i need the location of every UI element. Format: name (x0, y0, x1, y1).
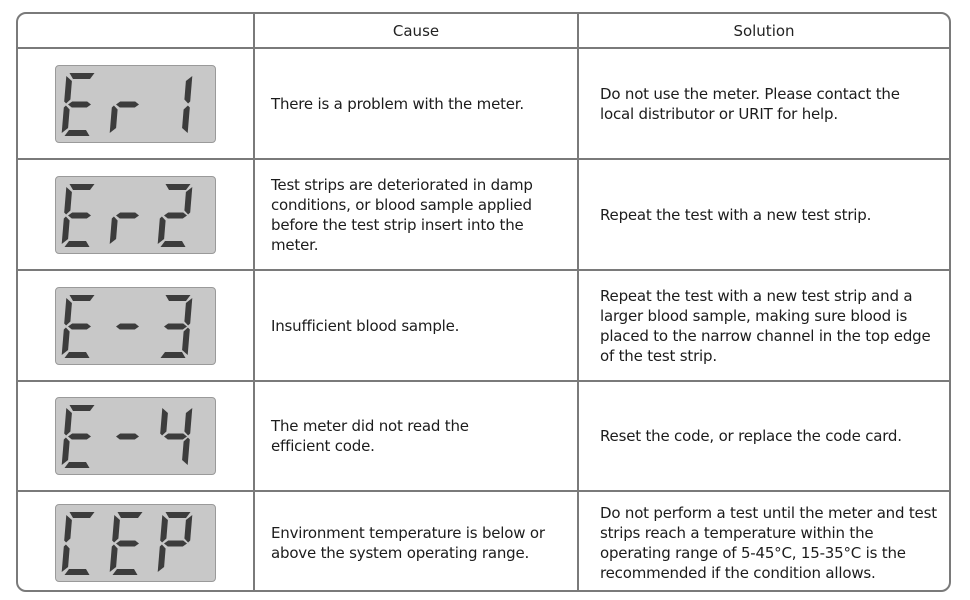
cause-text: The meter did not read the efficient code. (271, 417, 469, 455)
lcd-display-cep (55, 504, 216, 582)
lcd-segment-f (64, 515, 72, 543)
lcd-segment-f (64, 76, 72, 104)
lcd-segment-d (161, 352, 186, 358)
lcd-glyphs (56, 177, 215, 253)
lcd-segment-g (116, 212, 139, 218)
lcd-segment-e (62, 327, 70, 355)
lcd-display-er1 (55, 65, 216, 143)
lcd-segment-g (116, 101, 139, 107)
lcd-segment-e (158, 545, 166, 573)
lcd-segment-b (184, 76, 192, 104)
lcd-segment-g (116, 323, 139, 329)
lcd-segment-a (166, 512, 191, 518)
lcd-segment-d (161, 241, 186, 247)
lcd-segment-a (70, 295, 95, 301)
lcd-segment-g (68, 101, 91, 107)
lcd-segment-d (65, 352, 90, 358)
cause-text: There is a problem with the meter. (271, 94, 524, 113)
lcd-segment-e (110, 545, 118, 573)
header-cause: Cause (253, 14, 577, 47)
lcd-segment-g (68, 212, 91, 218)
solution-text: Do not perform a test until the meter and test strips reach a temperature within the operating range of 5-45°C, 15-35°C is the recommended if the condition allows. (600, 504, 937, 582)
lcd-glyphs (56, 398, 215, 474)
lcd-segment-g (116, 541, 139, 547)
lcd-segment-g (68, 434, 91, 440)
lcd-segment-g (164, 541, 187, 547)
lcd-segment-e (110, 216, 118, 244)
table-row-er2 (18, 158, 949, 269)
lcd-segment-g (164, 434, 187, 440)
lcd-segment-e (62, 438, 70, 466)
lcd-segment-b (184, 187, 192, 215)
lcd-segment-a (166, 184, 191, 190)
table-row-er1 (18, 47, 949, 158)
header-display (18, 14, 253, 47)
lcd-segment-f (64, 298, 72, 326)
lcd-segment-b (184, 515, 192, 543)
solution-text: Repeat the test with a new test strip. (600, 205, 872, 224)
lcd-display-er4 (55, 397, 216, 475)
lcd-glyphs (56, 505, 215, 581)
lcd-segment-c (182, 105, 190, 133)
lcd-glyphs (56, 288, 215, 364)
lcd-segment-g (68, 323, 91, 329)
lcd-segment-f (160, 515, 168, 543)
cause-text: Environment temperature is below or above the system operating range. (271, 524, 545, 562)
lcd-segment-g (164, 323, 187, 329)
lcd-glyphs (56, 66, 215, 142)
cause-text: Insufficient blood sample. (271, 316, 460, 335)
lcd-display-er3 (55, 287, 216, 365)
lcd-segment-d (65, 130, 90, 136)
lcd-segment-a (70, 184, 95, 190)
lcd-display-er2 (55, 176, 216, 254)
lcd-segment-e (62, 105, 70, 133)
table-row-er3 (18, 269, 949, 380)
lcd-segment-a (70, 405, 95, 411)
table-header-row (18, 14, 949, 47)
solution-text: Repeat the test with a new test strip and a larger blood sample, making sure blood is placed to the narrow channel in the top edge of the test strip. (600, 286, 931, 365)
lcd-segment-g (116, 434, 139, 440)
lcd-segment-f (160, 408, 168, 436)
lcd-segment-a (70, 73, 95, 79)
lcd-segment-e (110, 105, 118, 133)
lcd-segment-a (70, 512, 95, 518)
lcd-segment-c (182, 327, 190, 355)
solution-text: Reset the code, or replace the code card. (600, 427, 902, 445)
lcd-segment-e (62, 216, 70, 244)
lcd-segment-a (118, 512, 143, 518)
lcd-segment-f (64, 187, 72, 215)
lcd-segment-g (164, 212, 187, 218)
solution-text: Do not use the meter. Please contact the local distributor or URIT for help. (600, 84, 900, 123)
lcd-segment-d (65, 569, 90, 575)
lcd-segment-c (182, 438, 190, 466)
lcd-segment-b (184, 298, 192, 326)
lcd-segment-f (64, 408, 72, 436)
lcd-segment-d (65, 241, 90, 247)
table-row-er4 (18, 380, 949, 490)
lcd-segment-a (166, 295, 191, 301)
lcd-segment-d (113, 569, 138, 575)
cause-text: Test strips are deteriorated in damp conditions, or blood sample applied before the test strip insert into the meter. (271, 175, 533, 254)
lcd-segment-e (158, 216, 166, 244)
lcd-segment-d (65, 462, 90, 468)
table-row-cep (18, 490, 949, 592)
lcd-segment-f (112, 515, 120, 543)
error-table (16, 12, 951, 592)
header-solution: Solution (577, 14, 949, 47)
lcd-segment-b (184, 408, 192, 436)
lcd-segment-e (62, 545, 70, 573)
